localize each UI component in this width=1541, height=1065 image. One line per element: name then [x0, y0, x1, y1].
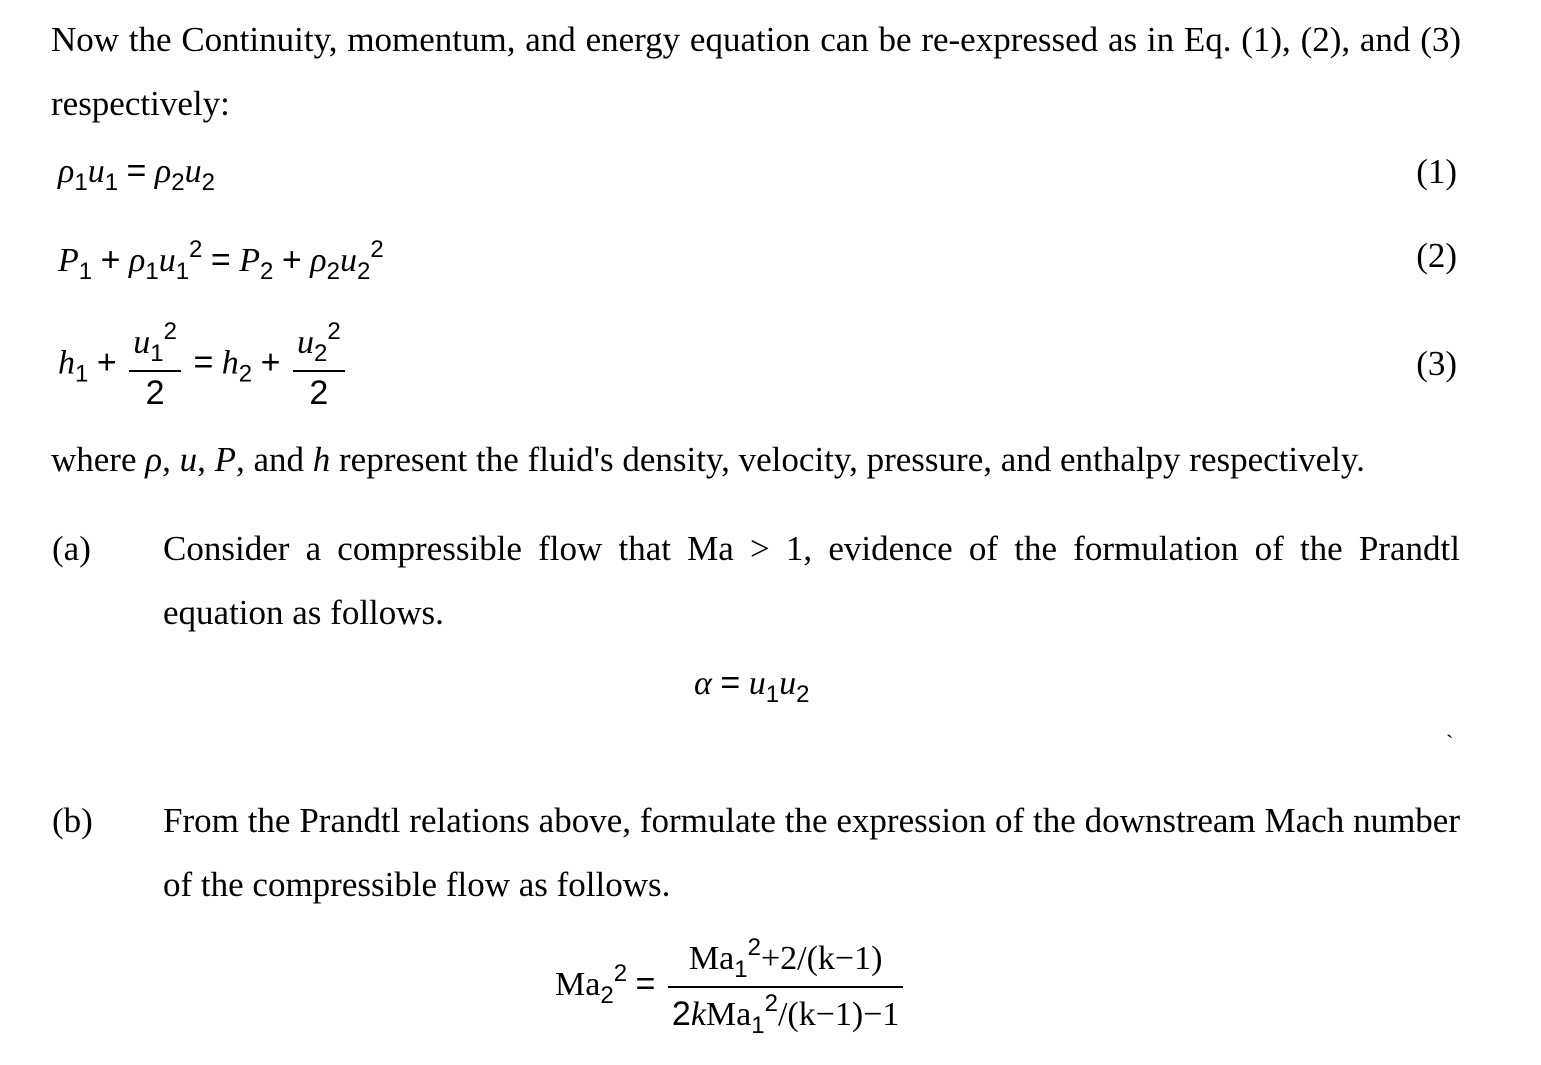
downstream-mach-equation: $Ma_2^2$ = $\frac{Ma_1^2+2/(k-1)}{2kMa_1^2/(k-1)-1}$ — [555, 934, 907, 1040]
part-b-text: From the Prandtl relations above, formulate the expression of the downstream Mach number of the compressible flow as follows. — [163, 801, 1460, 904]
variable-definitions: where ρ, u, P, and h represent the fluid's density, velocity, pressure, and enthalpy respectively. — [51, 440, 1365, 479]
equation-energy: $h_1$ + $\frac{u_1^2}{2}$ = $h_2$ + $\frac{u_2^2}{2}$ — [58, 318, 349, 413]
equation-number-2: (2) — [1416, 236, 1457, 275]
equation-continuity: $\rho_1u_1 = \rho_2u_2$ — [58, 152, 215, 196]
intro-paragraph: Now the Continuity, momentum, and energy equation can be re-expressed as in Eq. (1), (2), and (3) respectively: — [51, 20, 1461, 123]
mach-fraction-denominator: 2kMa$_1^2$/(k−1)−1 — [668, 986, 904, 1040]
equation-momentum: $P_1 + \rho_1u_1^2 = P_2 + \rho_2u_2^2$ — [58, 236, 384, 285]
equation-number-1: (1) — [1416, 152, 1457, 191]
fraction-u1-squared: $\frac{u_1^2}{2}$ — [129, 318, 181, 413]
part-b-label: (b) — [52, 801, 93, 840]
equation-number-3: (3) — [1416, 344, 1457, 383]
mach-fraction-numerator: $Ma_1^2+2/(k-1)$ — [688, 934, 883, 983]
stray-mark: ` — [1446, 730, 1454, 755]
fraction-u2-squared: $\frac{u_2^2}{2}$ — [293, 318, 345, 413]
prandtl-equation: $\alpha = u_1u_2$ — [694, 664, 810, 708]
part-a-text: Consider a compressible flow that Ma > 1, evidence of the formulation of the Prandtl equation as follows. — [163, 529, 1460, 632]
part-a-label: (a) — [52, 529, 91, 568]
mach-fraction — [668, 934, 904, 1040]
